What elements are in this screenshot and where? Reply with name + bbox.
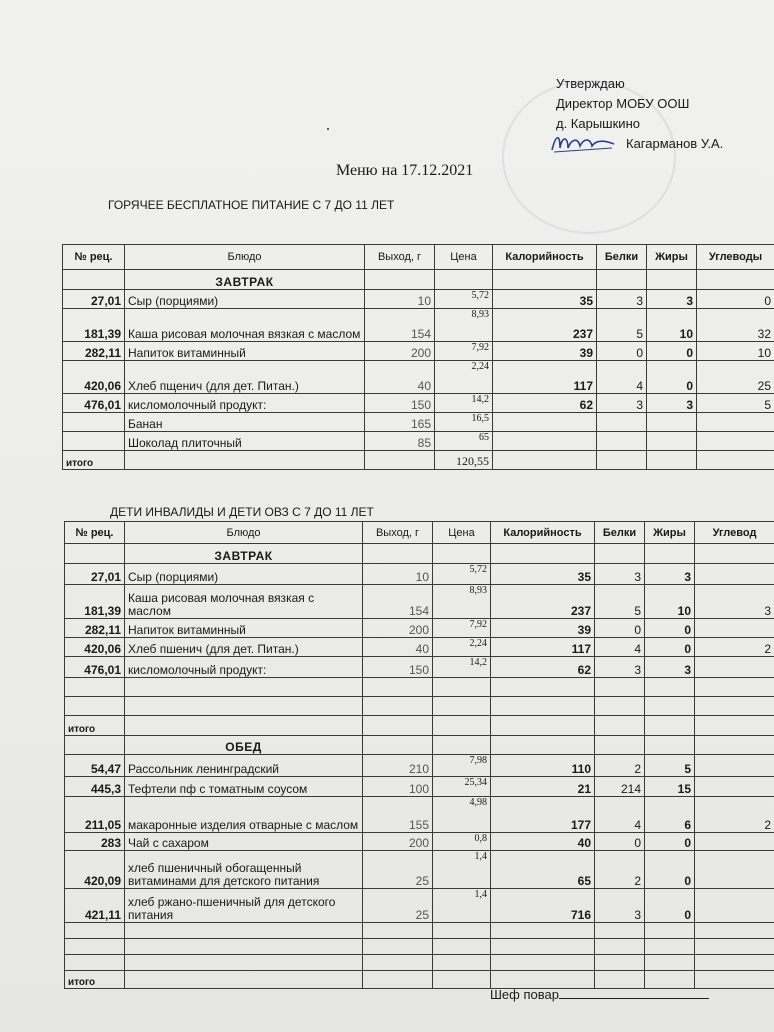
price: 14,2 [435, 394, 493, 413]
proteins: 0 [595, 833, 645, 851]
table-row [65, 564, 774, 585]
recipe-number: 282,11 [63, 342, 125, 361]
calories: 237 [491, 585, 595, 619]
calories: 177 [491, 797, 595, 833]
calories: 62 [493, 394, 597, 413]
calories: 40 [491, 833, 595, 851]
carbs [695, 564, 774, 585]
dish-name: Напиток витаминный [125, 619, 363, 638]
recipe-number: 420,06 [63, 361, 125, 394]
price: 5,72 [433, 564, 491, 585]
calories: 117 [491, 638, 595, 657]
fats: 15 [645, 777, 695, 797]
output-grams: 40 [363, 638, 433, 657]
fats: 0 [645, 833, 695, 851]
table-row [65, 851, 774, 889]
col-carb: Углевод [695, 522, 774, 544]
page-title: Меню на 17.12.2021 [336, 162, 474, 179]
price: 7,92 [433, 619, 491, 638]
carbs: 5 [697, 394, 774, 413]
meal-row [65, 544, 774, 564]
output-grams: 25 [363, 889, 433, 923]
dish-name: Хлеб пшенич (для дет. Питан.) [125, 638, 363, 657]
price: 2,24 [435, 361, 493, 394]
price: 0,8 [433, 833, 491, 851]
table-row [63, 290, 774, 309]
table-row [63, 342, 774, 361]
carbs: 32 [697, 309, 774, 342]
col-out: Выход, г [365, 245, 435, 270]
calories: 35 [493, 290, 597, 309]
output-grams: 40 [365, 361, 435, 394]
empty-row [65, 678, 774, 697]
proteins: 2 [595, 755, 645, 777]
table-header-row [65, 522, 774, 544]
table-row [65, 755, 774, 777]
table-row [63, 361, 774, 394]
total-row [63, 451, 774, 470]
fats: 6 [645, 797, 695, 833]
section-1-heading: ГОРЯЧЕЕ БЕСПЛАТНОЕ ПИТАНИЕ С 7 ДО 11 ЛЕТ [108, 198, 395, 212]
recipe-number: 54,47 [65, 755, 125, 777]
table-header-row [63, 245, 774, 270]
output-grams: 10 [365, 290, 435, 309]
empty-row [65, 697, 774, 716]
empty-row [65, 939, 774, 955]
carbs: 0 [697, 290, 774, 309]
meal-label-lunch: ОБЕД [125, 736, 363, 755]
dish-name: Тефтели пф с томатным соусом [125, 777, 363, 797]
recipe-number [63, 413, 125, 432]
proteins [597, 413, 647, 432]
table-row [65, 833, 774, 851]
chef-label: Шеф повар [490, 987, 559, 1002]
fats: 10 [647, 309, 697, 342]
recipe-number: 445,3 [65, 777, 125, 797]
col-fat: Жиры [647, 245, 697, 270]
proteins: 3 [595, 564, 645, 585]
fats: 3 [647, 394, 697, 413]
recipe-number: 420,06 [65, 638, 125, 657]
recipe-number: 211,05 [65, 797, 125, 833]
carbs [695, 851, 774, 889]
approval-line-3: д. Карышкино [556, 116, 640, 131]
price: 16,5 [435, 413, 493, 432]
fats: 5 [645, 755, 695, 777]
carbs [695, 619, 774, 638]
fats [647, 432, 697, 451]
recipe-number [63, 432, 125, 451]
col-carb: Углеводы [697, 245, 774, 270]
empty-row [65, 923, 774, 939]
meal-label: ЗАВТРАК [125, 270, 365, 290]
proteins: 0 [597, 342, 647, 361]
proteins: 5 [597, 309, 647, 342]
recipe-number: 420,09 [65, 851, 125, 889]
price: 8,93 [433, 585, 491, 619]
signature-icon [548, 130, 618, 156]
proteins: 4 [595, 797, 645, 833]
calories: 21 [491, 777, 595, 797]
carbs [695, 889, 774, 923]
calories: 62 [491, 657, 595, 678]
col-fat: Жиры [645, 522, 695, 544]
recipe-number: 283 [65, 833, 125, 851]
dish-name: Банан [125, 413, 365, 432]
carbs [697, 413, 774, 432]
carbs [695, 657, 774, 678]
signature-underline [559, 986, 709, 999]
total-row-breakfast [65, 716, 774, 736]
table-row [65, 889, 774, 923]
col-out: Выход, г [363, 522, 433, 544]
fats: 3 [647, 290, 697, 309]
proteins: 2 [595, 851, 645, 889]
carbs: 3 [695, 585, 774, 619]
output-grams: 200 [363, 619, 433, 638]
proteins: 3 [595, 889, 645, 923]
output-grams: 85 [365, 432, 435, 451]
recipe-number: 181,39 [63, 309, 125, 342]
col-kcal: Калорийность [493, 245, 597, 270]
fats: 3 [645, 564, 695, 585]
table-row [65, 657, 774, 678]
price: 8,93 [435, 309, 493, 342]
output-grams: 10 [363, 564, 433, 585]
recipe-number: 27,01 [63, 290, 125, 309]
calories: 237 [493, 309, 597, 342]
calories: 110 [491, 755, 595, 777]
fats: 0 [645, 889, 695, 923]
table-row [65, 619, 774, 638]
recipe-number: 476,01 [63, 394, 125, 413]
calories: 35 [491, 564, 595, 585]
calories [493, 413, 597, 432]
dish-name: Сыр (порциями) [125, 564, 363, 585]
table-row [63, 432, 774, 451]
output-grams: 150 [365, 394, 435, 413]
dish-name: Шоколад плиточный [125, 432, 365, 451]
fats: 0 [645, 851, 695, 889]
carbs: 25 [697, 361, 774, 394]
dish-name: Хлеб пщенич (для дет. Питан.) [125, 361, 365, 394]
carbs [695, 755, 774, 777]
approval-line-1: Утверждаю [556, 76, 625, 91]
col-rec: № рец. [65, 522, 125, 544]
proteins: 3 [595, 657, 645, 678]
chef-signature-line [490, 986, 709, 1002]
price: 1,4 [433, 851, 491, 889]
dish-name: Каша рисовая молочная вязкая с маслом [125, 585, 363, 619]
output-grams: 200 [365, 342, 435, 361]
dish-name: макаронные изделия отварные с маслом [125, 797, 363, 833]
carbs: 10 [697, 342, 774, 361]
output-grams: 165 [365, 413, 435, 432]
dish-name: хлеб пшеничный обогащенный витаминами для детского питания [125, 851, 363, 889]
carbs: 2 [695, 797, 774, 833]
fats: 0 [647, 361, 697, 394]
dish-name: кисломолочный продукт: [125, 394, 365, 413]
table-row [65, 585, 774, 619]
meal-row [63, 270, 774, 290]
output-grams: 154 [363, 585, 433, 619]
col-prot: Белки [597, 245, 647, 270]
meal-row [65, 736, 774, 755]
fats [647, 413, 697, 432]
total-label: итого [65, 971, 125, 989]
table-row [65, 638, 774, 657]
col-dish: Блюдо [125, 245, 365, 270]
menu-table-free-meals [62, 244, 774, 470]
dish-name: кисломолочный продукт: [125, 657, 363, 678]
calories [493, 432, 597, 451]
recipe-number: 282,11 [65, 619, 125, 638]
recipe-number: 181,39 [65, 585, 125, 619]
price: 2,24 [433, 638, 491, 657]
dish-name: Каша рисовая молочная вязкая с маслом [125, 309, 365, 342]
calories: 39 [493, 342, 597, 361]
col-price: Цена [433, 522, 491, 544]
recipe-number: 27,01 [65, 564, 125, 585]
col-rec: № рец. [63, 245, 125, 270]
proteins: 4 [595, 638, 645, 657]
table-row [65, 777, 774, 797]
speck [327, 128, 329, 130]
proteins: 5 [595, 585, 645, 619]
table-row [63, 309, 774, 342]
table-row [63, 413, 774, 432]
proteins: 4 [597, 361, 647, 394]
carbs [697, 432, 774, 451]
output-grams: 100 [363, 777, 433, 797]
empty-row [65, 955, 774, 971]
price: 65 [435, 432, 493, 451]
col-price: Цена [435, 245, 493, 270]
recipe-number: 476,01 [65, 657, 125, 678]
dish-name: Напиток витаминный [125, 342, 365, 361]
output-grams: 210 [363, 755, 433, 777]
dish-name: Чай с сахаром [125, 833, 363, 851]
total-price: 120,55 [435, 451, 493, 470]
price: 25,34 [433, 777, 491, 797]
carbs: 2 [695, 638, 774, 657]
output-grams: 25 [363, 851, 433, 889]
col-kcal: Калорийность [491, 522, 595, 544]
recipe-number: 421,11 [65, 889, 125, 923]
proteins [597, 432, 647, 451]
col-prot: Белки [595, 522, 645, 544]
meal-label-breakfast: ЗАВТРАК [125, 544, 363, 564]
approval-line-4: Кагарманов У.А. [626, 136, 724, 151]
price: 4,98 [433, 797, 491, 833]
calories: 716 [491, 889, 595, 923]
dish-name: Сыр (порциями) [125, 290, 365, 309]
table-row [63, 394, 774, 413]
carbs [695, 777, 774, 797]
proteins: 3 [597, 290, 647, 309]
total-label: итого [63, 451, 125, 470]
fats: 10 [645, 585, 695, 619]
fats: 0 [645, 619, 695, 638]
proteins: 0 [595, 619, 645, 638]
proteins: 3 [597, 394, 647, 413]
menu-table-disabled-children [64, 521, 774, 989]
carbs [695, 833, 774, 851]
dish-name: Рассольник ленинградский [125, 755, 363, 777]
fats: 3 [645, 657, 695, 678]
calories: 117 [493, 361, 597, 394]
total-label: итого [65, 716, 125, 736]
output-grams: 200 [363, 833, 433, 851]
output-grams: 150 [363, 657, 433, 678]
output-grams: 154 [365, 309, 435, 342]
price: 7,98 [433, 755, 491, 777]
price: 1,4 [433, 889, 491, 923]
approval-line-2: Директор МОБУ ООШ [556, 96, 690, 111]
calories: 39 [491, 619, 595, 638]
output-grams: 155 [363, 797, 433, 833]
price: 14,2 [433, 657, 491, 678]
dish-name: хлеб ржано-пшеничный для детского питания [125, 889, 363, 923]
section-2-heading: ДЕТИ ИНВАЛИДЫ И ДЕТИ ОВЗ С 7 ДО 11 ЛЕТ [110, 505, 374, 519]
fats: 0 [645, 638, 695, 657]
price: 5,72 [435, 290, 493, 309]
table-row [65, 797, 774, 833]
proteins: 214 [595, 777, 645, 797]
col-dish: Блюдо [125, 522, 363, 544]
calories: 65 [491, 851, 595, 889]
fats: 0 [647, 342, 697, 361]
price: 7,92 [435, 342, 493, 361]
